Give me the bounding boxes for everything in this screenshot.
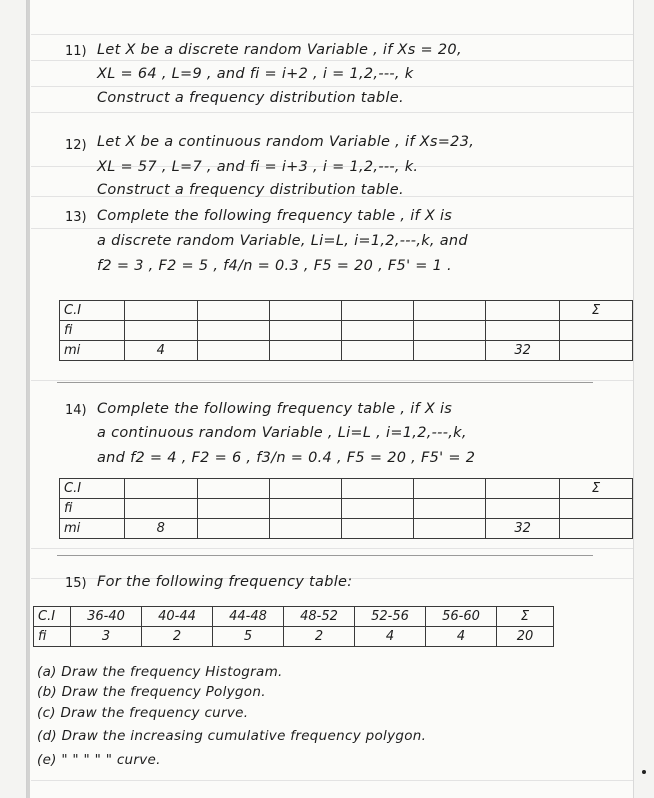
- table-cell: [559, 519, 632, 539]
- freq-cell: 3: [71, 627, 142, 647]
- mi-last-value: 32: [486, 519, 560, 539]
- question-13-table: [59, 300, 633, 361]
- ruled-line: [31, 112, 633, 113]
- interval-cell: 36-40: [71, 607, 142, 627]
- table-cell: [269, 301, 341, 321]
- question-14-line-1: Complete the following frequency table , if X is: [97, 401, 453, 417]
- table-cell: [486, 499, 560, 519]
- part-d: (d) Draw the increasing cumulative frequency polygon.: [37, 728, 427, 744]
- table-cell: [124, 301, 197, 321]
- section-divider: [57, 382, 593, 383]
- freq-cell: 4: [355, 627, 426, 647]
- part-e: (e) " " " " " curve.: [37, 752, 161, 768]
- table-row-ci: [34, 607, 554, 627]
- question-11-line-1: Let X be a discrete random Variable , if Xs = 20,: [97, 42, 462, 58]
- table-cell: [269, 479, 341, 499]
- question-12-number: 12): [65, 138, 87, 153]
- row-label-ci: C.I: [34, 607, 71, 627]
- table-cell: [559, 341, 632, 361]
- sum-header-cell: Σ: [559, 301, 632, 321]
- row-label-fi: fi: [60, 499, 125, 519]
- sum-header-cell: Σ: [559, 479, 632, 499]
- part-a: (a) Draw the frequency Histogram.: [37, 664, 283, 680]
- table-cell: [414, 301, 486, 321]
- question-14-line-2: a continuous random Variable , Li=L , i=1,2,---,k,: [97, 425, 467, 441]
- row-label-mi: mi: [60, 341, 125, 361]
- question-14-number: 14): [65, 403, 87, 418]
- table-cell: [124, 321, 197, 341]
- ruled-line: [31, 548, 633, 549]
- table-cell: [124, 499, 197, 519]
- table-cell: [197, 301, 269, 321]
- table-cell: [269, 321, 341, 341]
- question-15-table: [33, 606, 554, 647]
- table-cell: [559, 321, 632, 341]
- table-row-fi: [60, 321, 633, 341]
- row-label-ci: C.I: [60, 301, 125, 321]
- row-label-ci: C.I: [60, 479, 125, 499]
- question-11-line-3: Construct a frequency distribution table.: [97, 90, 404, 106]
- question-15-title: For the following frequency table:: [97, 574, 353, 590]
- ruled-line: [31, 380, 633, 381]
- interval-cell: 52-56: [355, 607, 426, 627]
- stray-mark: [642, 770, 646, 774]
- table-row-ci: [60, 479, 633, 499]
- mi-first-value: 8: [124, 519, 197, 539]
- part-b: (b) Draw the frequency Polygon.: [37, 684, 266, 700]
- table-cell: [197, 479, 269, 499]
- freq-cell: 2: [284, 627, 355, 647]
- table-cell: [341, 479, 413, 499]
- row-label-fi: fi: [34, 627, 71, 647]
- freq-cell: 5: [213, 627, 284, 647]
- worksheet-page: [26, 0, 634, 798]
- table-cell: [197, 519, 269, 539]
- table-cell: [559, 499, 632, 519]
- table-row-mi: [60, 519, 633, 539]
- table-cell: [341, 499, 413, 519]
- table-cell: [414, 479, 486, 499]
- table-cell: [414, 499, 486, 519]
- table-cell: [269, 341, 341, 361]
- freq-cell: 2: [142, 627, 213, 647]
- question-12-line-1: Let X be a continuous random Variable , if Xs=23,: [97, 134, 475, 150]
- question-13-line-3: f2 = 3 , F2 = 5 , f4/n = 0.3 , F5 = 20 , F5' = 1 .: [97, 258, 452, 274]
- section-divider: [57, 555, 593, 556]
- table-cell: [341, 341, 413, 361]
- table-cell: [414, 519, 486, 539]
- row-label-mi: mi: [60, 519, 125, 539]
- ruled-line: [31, 780, 633, 781]
- table-cell: [197, 499, 269, 519]
- mi-first-value: 4: [124, 341, 197, 361]
- interval-cell: 44-48: [213, 607, 284, 627]
- interval-cell: 56-60: [426, 607, 497, 627]
- table-cell: [341, 519, 413, 539]
- question-14-line-3: and f2 = 4 , F2 = 6 , f3/n = 0.4 , F5 = 20 , F5' = 2: [97, 450, 476, 466]
- table-cell: [414, 341, 486, 361]
- freq-cell: 4: [426, 627, 497, 647]
- question-15-number: 15): [65, 576, 87, 591]
- question-12-line-3: Construct a frequency distribution table.: [97, 182, 404, 198]
- page-edge-shadow: [27, 0, 30, 798]
- table-cell: [341, 321, 413, 341]
- question-11-number: 11): [65, 44, 87, 59]
- table-cell: [269, 499, 341, 519]
- interval-cell: 40-44: [142, 607, 213, 627]
- table-cell: [197, 321, 269, 341]
- question-11-line-2: XL = 64 , L=9 , and fi = i+2 , i = 1,2,---, k: [97, 66, 414, 82]
- table-cell: [341, 301, 413, 321]
- sum-header-cell: Σ: [497, 607, 554, 627]
- ruled-line: [31, 60, 633, 61]
- ruled-line: [31, 86, 633, 87]
- part-c: (c) Draw the frequency curve.: [37, 705, 249, 721]
- sum-value-cell: 20: [497, 627, 554, 647]
- ruled-line: [31, 34, 633, 35]
- table-cell: [197, 341, 269, 361]
- table-row-mi: [60, 341, 633, 361]
- table-row-fi: [34, 627, 554, 647]
- ruled-line: [31, 228, 633, 229]
- table-row-fi: [60, 499, 633, 519]
- interval-cell: 48-52: [284, 607, 355, 627]
- table-row-ci: [60, 301, 633, 321]
- table-cell: [269, 519, 341, 539]
- table-cell: [414, 321, 486, 341]
- row-label-fi: fi: [60, 321, 125, 341]
- question-12-line-2: XL = 57 , L=7 , and fi = i+3 , i = 1,2,---, k.: [97, 159, 419, 175]
- question-14-table: [59, 478, 633, 539]
- question-13-line-1: Complete the following frequency table , if X is: [97, 208, 453, 224]
- question-13-line-2: a discrete random Variable, Li=L, i=1,2,---,k, and: [97, 233, 468, 249]
- table-cell: [486, 321, 560, 341]
- mi-last-value: 32: [486, 341, 560, 361]
- table-cell: [486, 479, 560, 499]
- question-13-number: 13): [65, 210, 87, 225]
- table-cell: [486, 301, 560, 321]
- table-cell: [124, 479, 197, 499]
